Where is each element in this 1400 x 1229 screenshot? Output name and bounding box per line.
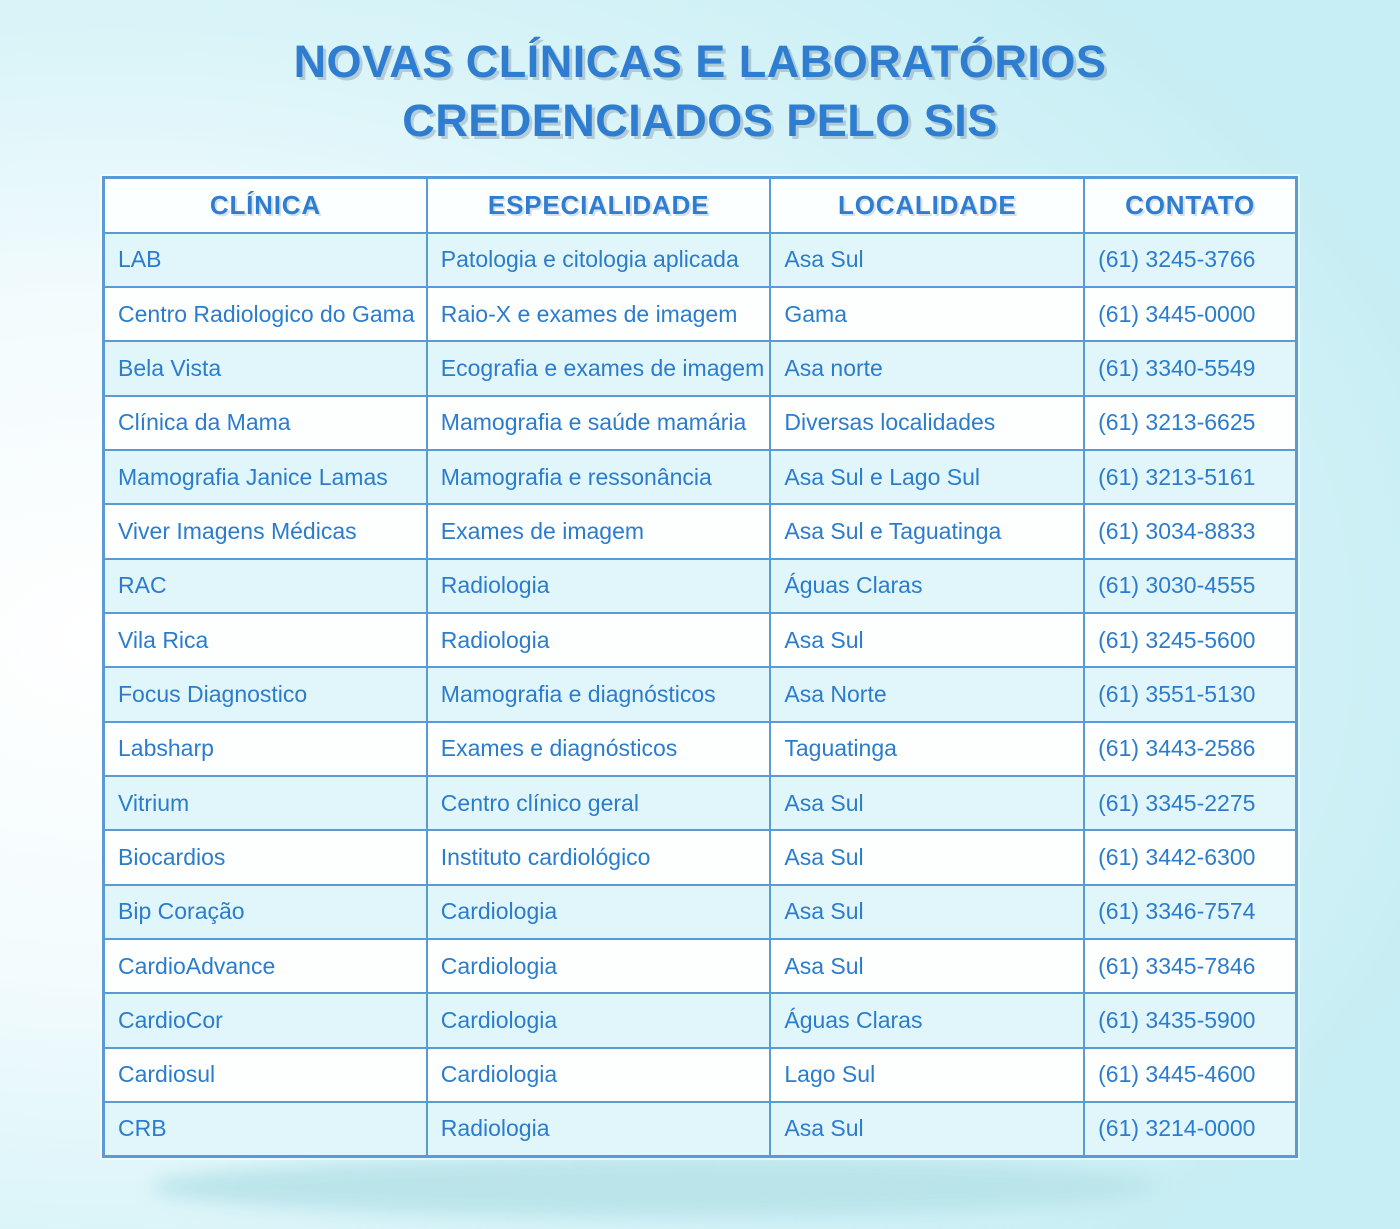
clinica-cell: Bip Coração [104, 885, 427, 939]
especialidade-cell: Radiologia [427, 613, 771, 667]
contato-cell: (61) 3245-3766 [1084, 233, 1296, 287]
clinica-cell: Vila Rica [104, 613, 427, 667]
contato-cell: (61) 3445-0000 [1084, 287, 1296, 341]
clinica-cell: CardioCor [104, 993, 427, 1047]
table-row [104, 1102, 1297, 1156]
table-row [104, 722, 1297, 776]
localidade-cell: Diversas localidades [770, 396, 1084, 450]
contato-cell: (61) 3214-0000 [1084, 1102, 1296, 1156]
clinica-cell: LAB [104, 233, 427, 287]
table-row [104, 559, 1297, 613]
clinica-cell: Vitrium [104, 776, 427, 830]
contato-cell: (61) 3346-7574 [1084, 885, 1296, 939]
contato-cell: (61) 3213-6625 [1084, 396, 1296, 450]
clinica-cell: Biocardios [104, 830, 427, 884]
especialidade-cell: Mamografia e diagnósticos [427, 667, 771, 721]
localidade-cell: Asa Sul [770, 939, 1084, 993]
especialidade-cell: Instituto cardiológico [427, 830, 771, 884]
especialidade-cell: Exames e diagnósticos [427, 722, 771, 776]
especialidade-cell: Raio-X e exames de imagem [427, 287, 771, 341]
clinica-cell: CRB [104, 1102, 427, 1156]
localidade-cell: Águas Claras [770, 559, 1084, 613]
table-row [104, 939, 1297, 993]
localidade-cell: Asa Sul e Lago Sul [770, 450, 1084, 504]
contato-cell: (61) 3345-2275 [1084, 776, 1296, 830]
especialidade-cell: Patologia e citologia aplicada [427, 233, 771, 287]
contato-cell: (61) 3213-5161 [1084, 450, 1296, 504]
especialidade-cell: Exames de imagem [427, 504, 771, 558]
table-row [104, 504, 1297, 558]
localidade-cell: Asa Sul [770, 1102, 1084, 1156]
especialidade-cell: Cardiologia [427, 939, 771, 993]
localidade-cell: Asa Sul [770, 233, 1084, 287]
table-row [104, 287, 1297, 341]
especialidade-cell: Mamografia e saúde mamária [427, 396, 771, 450]
table-row [104, 450, 1297, 504]
clinica-cell: Centro Radiologico do Gama [104, 287, 427, 341]
localidade-cell: Lago Sul [770, 1048, 1084, 1102]
table-row [104, 613, 1297, 667]
especialidade-cell: Cardiologia [427, 993, 771, 1047]
especialidade-cell: Cardiologia [427, 885, 771, 939]
table-row [104, 993, 1297, 1047]
table-row [104, 396, 1297, 450]
especialidade-cell: Radiologia [427, 1102, 771, 1156]
contato-cell: (61) 3445-4600 [1084, 1048, 1296, 1102]
clinica-cell: CardioAdvance [104, 939, 427, 993]
page-title [0, 32, 1400, 150]
contato-cell: (61) 3551-5130 [1084, 667, 1296, 721]
especialidade-cell: Centro clínico geral [427, 776, 771, 830]
especialidade-cell: Ecografia e exames de imagem [427, 341, 771, 395]
localidade-cell: Asa Sul e Taguatinga [770, 504, 1084, 558]
localidade-cell: Gama [770, 287, 1084, 341]
contato-cell: (61) 3435-5900 [1084, 993, 1296, 1047]
clinica-cell: Labsharp [104, 722, 427, 776]
contato-cell: (61) 3442-6300 [1084, 830, 1296, 884]
header-especialidade: ESPECIALIDADE [427, 178, 771, 233]
clinica-cell: Clínica da Mama [104, 396, 427, 450]
clinica-cell: Focus Diagnostico [104, 667, 427, 721]
contato-cell: (61) 3034-8833 [1084, 504, 1296, 558]
table-drop-shadow [150, 1157, 1160, 1217]
clinica-cell: Bela Vista [104, 341, 427, 395]
clinica-cell: RAC [104, 559, 427, 613]
localidade-cell: Asa Norte [770, 667, 1084, 721]
header-contato: CONTATO [1084, 178, 1296, 233]
contato-cell: (61) 3443-2586 [1084, 722, 1296, 776]
especialidade-cell: Cardiologia [427, 1048, 771, 1102]
header-row [104, 178, 1297, 233]
table-row [104, 830, 1297, 884]
header-clinica: CLÍNICA [104, 178, 427, 233]
especialidade-cell: Radiologia [427, 559, 771, 613]
clinica-cell: Cardiosul [104, 1048, 427, 1102]
contato-cell: (61) 3345-7846 [1084, 939, 1296, 993]
table-row [104, 667, 1297, 721]
table-header [104, 178, 1297, 233]
clinics-table [102, 176, 1298, 1158]
table-row [104, 776, 1297, 830]
table-row [104, 233, 1297, 287]
localidade-cell: Asa norte [770, 341, 1084, 395]
page-title-line1: NOVAS CLÍNICAS E LABORATÓRIOS [293, 36, 1107, 87]
localidade-cell: Asa Sul [770, 776, 1084, 830]
contato-cell: (61) 3245-5600 [1084, 613, 1296, 667]
header-localidade: LOCALIDADE [770, 178, 1084, 233]
contato-cell: (61) 3030-4555 [1084, 559, 1296, 613]
table-row [104, 1048, 1297, 1102]
clinica-cell: Mamografia Janice Lamas [104, 450, 427, 504]
clinica-cell: Viver Imagens Médicas [104, 504, 427, 558]
contato-cell: (61) 3340-5549 [1084, 341, 1296, 395]
localidade-cell: Asa Sul [770, 885, 1084, 939]
table-row [104, 885, 1297, 939]
localidade-cell: Águas Claras [770, 993, 1084, 1047]
especialidade-cell: Mamografia e ressonância [427, 450, 771, 504]
table-row [104, 341, 1297, 395]
page-title-line2: CREDENCIADOS PELO SIS [402, 95, 998, 146]
localidade-cell: Asa Sul [770, 830, 1084, 884]
table-body [104, 233, 1297, 1157]
localidade-cell: Taguatinga [770, 722, 1084, 776]
localidade-cell: Asa Sul [770, 613, 1084, 667]
